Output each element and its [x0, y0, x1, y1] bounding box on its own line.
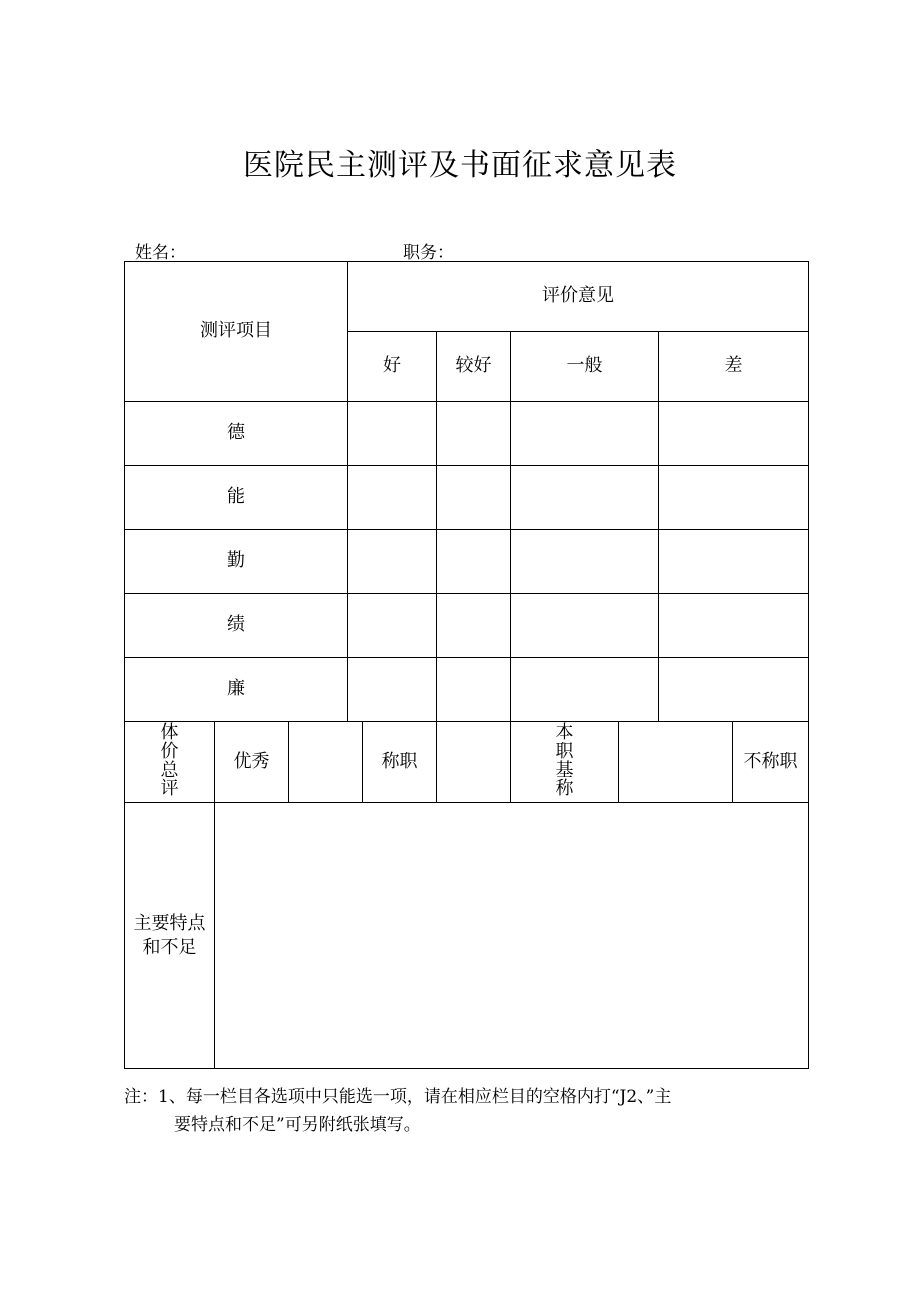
rating-cell[interactable] — [511, 402, 659, 466]
rating-cell[interactable] — [437, 466, 511, 530]
summary-excellent-box[interactable] — [289, 722, 363, 803]
name-label: 姓名： — [135, 243, 186, 263]
summary-row — [125, 722, 809, 803]
rating-cell[interactable] — [511, 594, 659, 658]
page-title: 医院民主测评及书面征求意见表 — [243, 148, 677, 183]
rating-cell[interactable] — [659, 658, 809, 722]
evaluation-table — [124, 261, 809, 1069]
summary-label-cell — [125, 722, 215, 803]
rating-cell[interactable] — [348, 594, 437, 658]
table-row — [125, 594, 809, 658]
rating-cell[interactable] — [511, 530, 659, 594]
summary-label: 体价总评 — [160, 721, 179, 800]
rating-cell[interactable] — [437, 594, 511, 658]
rating-cell[interactable] — [437, 658, 511, 722]
summary-excellent-label: 优秀 — [215, 722, 289, 803]
summary-competent-box[interactable] — [437, 722, 511, 803]
summary-basic-cell — [511, 722, 619, 803]
rating-cell[interactable] — [659, 466, 809, 530]
rating-cell[interactable] — [348, 402, 437, 466]
opinion-header: 评价意见 — [542, 285, 615, 307]
rating-cell[interactable] — [437, 530, 511, 594]
footnote-line-2: 要特点和不足”可另附纸张填写。 — [174, 1115, 421, 1135]
summary-incompetent-label: 不称职 — [733, 722, 809, 803]
rating-cell[interactable] — [348, 658, 437, 722]
summary-basic-label: 本职基称 — [555, 721, 574, 800]
rating-cell[interactable] — [348, 466, 437, 530]
summary-basic-box[interactable] — [619, 722, 733, 803]
item-label-neng: 能 — [125, 466, 348, 530]
rating-cell[interactable] — [437, 402, 511, 466]
item-label-lian: 廉 — [125, 658, 348, 722]
rating-header-fairly-good: 较好 — [437, 332, 511, 402]
item-header-cell — [125, 262, 348, 402]
rating-header-good: 好 — [348, 332, 437, 402]
rating-header-poor: 差 — [659, 332, 809, 402]
rating-cell[interactable] — [659, 594, 809, 658]
features-input-area[interactable] — [215, 803, 809, 1069]
item-label-de: 德 — [125, 402, 348, 466]
rating-cell[interactable] — [348, 530, 437, 594]
rating-cell[interactable] — [511, 658, 659, 722]
table-row — [125, 466, 809, 530]
rating-header-average: 一般 — [511, 332, 659, 402]
summary-competent-label: 称职 — [363, 722, 437, 803]
table-row — [125, 658, 809, 722]
opinion-header-cell — [348, 262, 809, 332]
item-header: 测评项目 — [200, 320, 272, 342]
table-row — [125, 402, 809, 466]
rating-cell[interactable] — [511, 466, 659, 530]
post-label: 职务： — [403, 243, 454, 263]
item-label-ji: 绩 — [125, 594, 348, 658]
rating-cell[interactable] — [659, 530, 809, 594]
footnote — [124, 1083, 814, 1139]
item-label-qin: 勤 — [125, 530, 348, 594]
features-row — [125, 803, 809, 1069]
footnote-line-1: 注：1、每一栏目各选项中只能选一项，请在相应栏目的空格内打“J2、”主 — [124, 1087, 672, 1107]
features-label: 主要特点和不足 — [133, 913, 206, 958]
table-row — [125, 530, 809, 594]
rating-cell[interactable] — [659, 402, 809, 466]
features-label-cell — [125, 803, 215, 1069]
